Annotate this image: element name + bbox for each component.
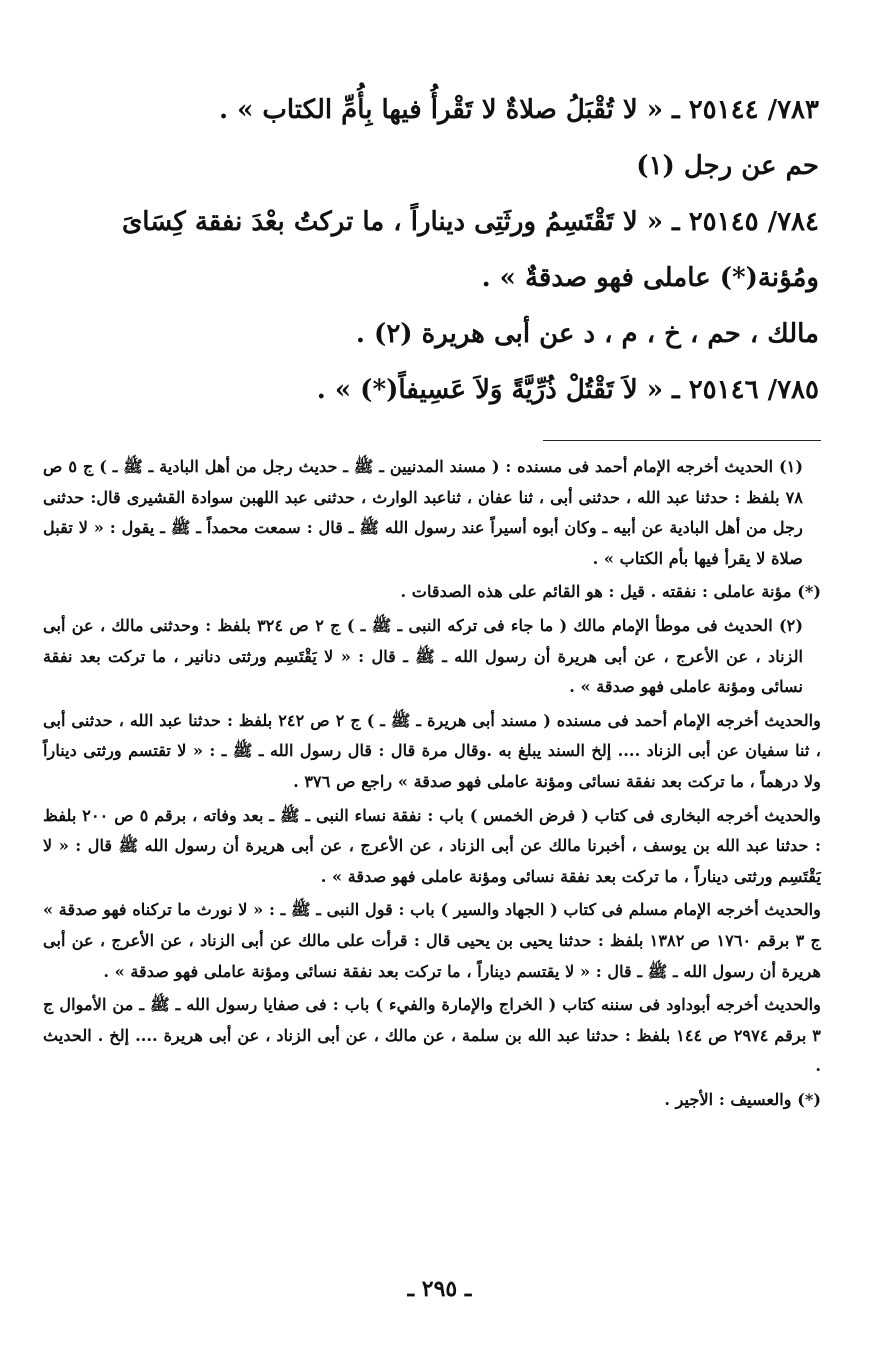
footnote-star-2: (*) والعسيف : الأجير . (664, 1089, 821, 1109)
hadith-entry-784: ٧٨٤/ ٢٥١٤٥ ـ « لا تَقْتَسِمُ ورثَتِى ديناراً ، ما تركتُ بعْدَ نفقة كِسَاىَ ومُؤنة(*) عاملى فهو صدقةٌ » . (121, 207, 819, 293)
footnotes (43, 452, 821, 1118)
hadith-source-783: حم عن رجل (١) (636, 151, 819, 181)
footnote-star-1: (*) مؤنة عاملى : نفقته . قيل : هو القائم على هذه الصدقات . (400, 582, 821, 602)
footnote-2-muslim: والحديث أخرجه الإمام مسلم فى كتاب ( الجهاد والسير ) باب : قول النبى ـ ﷺ ـ : « لا نورث ما تركناه فهو صدقة » ج ٣ برقم ١٧٦٠ ص ١٣٨٢ بلفظ : حدثنا يحيى بن يحيى قال : قرأت على مالك عن أبى الزناد ، عن الأعرج ، عن أبى هريرة أن رسول الله ـ ﷺ ـ قال : « لا يقتسم ديناراً ، ما تركت بعد نفقة نسائى ومؤنة عاملى فهو صدقة » . (43, 900, 821, 981)
footnote-2-bukhari: والحديث أخرجه البخارى فى كتاب ( فرض الخمس ) باب : نفقة نساء النبى ـ ﷺ ـ بعد وفاته ، برقم ٥ ص ٢٠٠ بلفظ : حدثنا عبد الله بن يوسف ، أخبرنا مالك عن أبى الزناد ، عن الأعرج ، عن أبى هريرة أن رسول الله ﷺ قال : « لا يَقْتَسِم ورثتى ديناراً ، ما تركت بعد نفقة نسائى ومؤنة عاملى فهو صدقة » . (43, 805, 822, 886)
hadith-source-784: مالك ، حم ، خ ، م ، د عن أبى هريرة (٢) . (355, 319, 819, 349)
page-number: ـ ٢٩٥ ـ (407, 1276, 472, 1302)
hadith-entry-783: ٧٨٣/ ٢٥١٤٤ ـ « لا تُقْبَلُ صلاةٌ لا تَقْرأُ فيها بِأُمِّ الكتاب » . (218, 95, 819, 125)
main-text (49, 82, 819, 418)
footnote-divider (543, 440, 821, 441)
footnote-2-abudawud: والحديث أخرجه أبوداود فى سننه كتاب ( الخراج والإمارة والفيء ) باب : فى صفايا رسول الله ـ ﷺ ـ من الأموال ج ٣ برقم ٢٩٧٤ ص ١٤٤ بلفظ : حدثنا عبد الله بن سلمة ، عن مالك ، عن أبى الزناد ، عن أبى هريرة .... إلخ . الحديث . (43, 995, 821, 1076)
hadith-entry-785: ٧٨٥/ ٢٥١٤٦ ـ « لاَ تَقْتُلْ ذُرِّيَّةً وَلاَ عَسِيفاً(*) » . (316, 375, 819, 405)
footnote-2: (٢) الحديث فى موطأ الإمام مالك ( ما جاء فى تركه النبى ـ ﷺ ـ ) ج ٢ ص ٣٢٤ بلفظ : وحدثنى مالك ، عن أبى الزناد ، عن الأعرج ، عن أبى هريرة أن رسول الله ـ ﷺ ـ قال : « لا يَقْتَسِم ورثتى دنانير ، ما تركت بعد نفقة نسائى ومؤنة عاملى فهو صدقة » . (43, 615, 803, 697)
footnote-2-ahmad: والحديث أخرجه الإمام أحمد فى مسنده ( مسند أبى هريرة ـ ﷺ ـ ) ج ٢ ص ٢٤٢ بلفظ : حدثنا عبد الله ، حدثنى أبى ، ثنا سفيان عن أبى الزناد .... إلخ السند يبلغ به .وقال مرة قال : قال رسول الله ـ ﷺ ـ : « لا تقتسم ورثتى ديناراً ولا درهماً ، ما تركت بعد نفقة نسائى ومؤنة عاملى فهو صدقة » راجع ص ٣٧٦ . (43, 710, 821, 791)
footnote-1: (١) الحديث أخرجه الإمام أحمد فى مسنده : ( مسند المدنيين ـ ﷺ ـ حديث رجل من أهل البادية ـ ﷺ ـ ) ج ٥ ص ٧٨ بلفظ : حدثنا عبد الله ، حدثنى أبى ، ثنا عفان ، ثناعبد الوارث ، حدثنى عبد اللهبن سوادة القشيرى قال: حدثنى رجل من أهل البادية عن أبيه ـ وكان أبوه أسيراً عند رسول الله ﷺ ـ قال : سمعت محمداً ـ ﷺ ـ يقول : « لا تقبل صلاة لا يقرأ فيها بأم الكتاب » . (43, 457, 803, 568)
